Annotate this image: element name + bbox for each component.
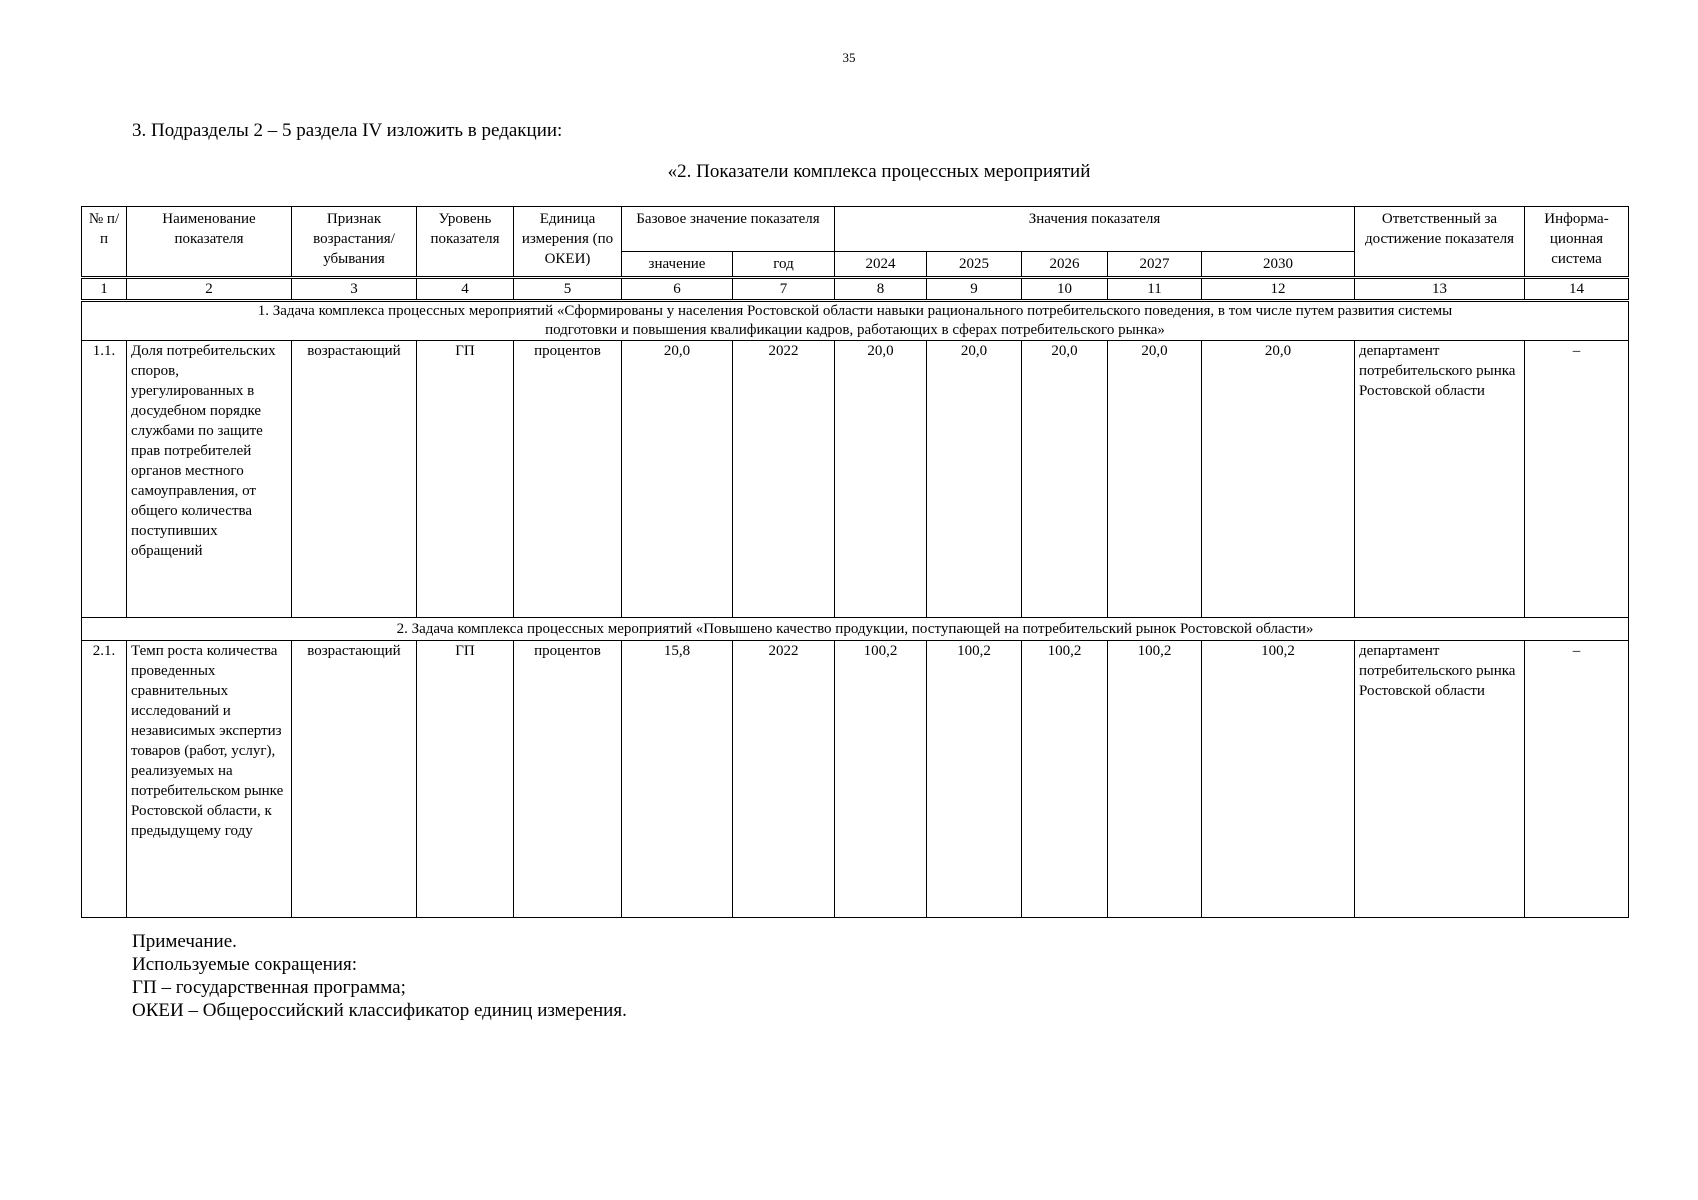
indicators-table xyxy=(81,206,1629,918)
unit-cell: процентов xyxy=(514,641,622,918)
value-2024: 100,2 xyxy=(835,641,927,918)
base-value-cell: 20,0 xyxy=(622,341,733,618)
header-year-2026: 2026 xyxy=(1022,252,1108,278)
value-2030: 100,2 xyxy=(1202,641,1355,918)
notes-line: ГП – государственная программа; xyxy=(132,977,406,998)
base-year-cell: 2022 xyxy=(733,341,835,618)
notes xyxy=(132,930,627,1022)
header-row-1 xyxy=(82,207,1629,252)
trend-cell: возрастающий xyxy=(292,641,417,918)
system-cell: – xyxy=(1525,341,1629,618)
column-number: 10 xyxy=(1022,278,1108,301)
header-year-2030: 2030 xyxy=(1202,252,1355,278)
column-number-row xyxy=(82,278,1629,301)
header-level: Уровень показателя xyxy=(417,207,514,278)
column-number: 8 xyxy=(835,278,927,301)
level-cell: ГП xyxy=(417,641,514,918)
column-number: 6 xyxy=(622,278,733,301)
header-name: Наименование показателя xyxy=(127,207,292,278)
header-year-2025: 2025 xyxy=(927,252,1022,278)
column-number: 4 xyxy=(417,278,514,301)
header-year-2024: 2024 xyxy=(835,252,927,278)
header-unit: Единица измерения (по ОКЕИ) xyxy=(514,207,622,278)
column-number: 2 xyxy=(127,278,292,301)
row-num: 1.1. xyxy=(82,341,127,618)
task-1-title: 1. Задача комплекса процессных мероприятий «Сформированы у населения Ростовской области навыки рационального потребительского поведения, в том числе путем развития системы подготовки и повышения квалификации кадров, работающих в сферах потребительского рынка» xyxy=(82,301,1629,341)
column-number: 11 xyxy=(1108,278,1202,301)
responsible-cell: департамент потребительского рынка Ростовской области xyxy=(1355,341,1525,618)
column-number: 9 xyxy=(927,278,1022,301)
system-cell: – xyxy=(1525,641,1629,918)
trend-cell: возрастающий xyxy=(292,341,417,618)
column-number: 5 xyxy=(514,278,622,301)
header-trend: Признак возрастания/ убывания xyxy=(292,207,417,278)
table-row xyxy=(82,641,1629,918)
value-2030: 20,0 xyxy=(1202,341,1355,618)
notes-title: Примечание. xyxy=(132,931,237,952)
notes-line: Используемые сокращения: xyxy=(132,954,357,975)
level-cell: ГП xyxy=(417,341,514,618)
unit-cell: процентов xyxy=(514,341,622,618)
header-num: № п/п xyxy=(82,207,127,278)
value-2027: 100,2 xyxy=(1108,641,1202,918)
page-number: 35 xyxy=(842,50,856,65)
row-num: 2.1. xyxy=(82,641,127,918)
header-system: Информа-ционная система xyxy=(1525,207,1629,278)
value-2027: 20,0 xyxy=(1108,341,1202,618)
column-number: 14 xyxy=(1525,278,1629,301)
table-title: «2. Показатели комплекса процессных мероприятий xyxy=(667,161,1091,182)
column-number: 12 xyxy=(1202,278,1355,301)
column-number: 3 xyxy=(292,278,417,301)
header-responsible: Ответственный за достижение показателя xyxy=(1355,207,1525,278)
base-value-cell: 15,8 xyxy=(622,641,733,918)
indicator-name: Темп роста количества проведенных сравнительных исследований и независимых экспертиз товаров (работ, услуг), реализуемых на потребительском рынке Ростовской области, к предыдущему году xyxy=(127,641,292,918)
base-year-cell: 2022 xyxy=(733,641,835,918)
value-2026: 100,2 xyxy=(1022,641,1108,918)
task-2-title: 2. Задача комплекса процессных мероприятий «Повышено качество продукции, поступающей на потребительский рынок Ростовской области» xyxy=(82,618,1629,641)
column-number: 7 xyxy=(733,278,835,301)
header-year-2027: 2027 xyxy=(1108,252,1202,278)
indicator-name: Доля потребительских споров, урегулированных в досудебном порядке службами по защите прав потребителей органов местного самоуправления, от общего количества поступивших обращений xyxy=(127,341,292,618)
header-values: Значения показателя xyxy=(835,207,1355,252)
responsible-cell: департамент потребительского рынка Ростовской области xyxy=(1355,641,1525,918)
value-2025: 20,0 xyxy=(927,341,1022,618)
task-1-row xyxy=(82,301,1629,341)
intro-text: 3. Подразделы 2 – 5 раздела IV изложить в редакции: xyxy=(132,120,563,141)
header-base: Базовое значение показателя xyxy=(622,207,835,252)
value-2026: 20,0 xyxy=(1022,341,1108,618)
task-2-row xyxy=(82,618,1629,641)
header-base-value: значение xyxy=(622,252,733,278)
table-row xyxy=(82,341,1629,618)
column-number: 1 xyxy=(82,278,127,301)
value-2025: 100,2 xyxy=(927,641,1022,918)
header-base-year: год xyxy=(733,252,835,278)
value-2024: 20,0 xyxy=(835,341,927,618)
notes-line: ОКЕИ – Общероссийский классификатор единиц измерения. xyxy=(132,1000,627,1021)
column-number: 13 xyxy=(1355,278,1525,301)
